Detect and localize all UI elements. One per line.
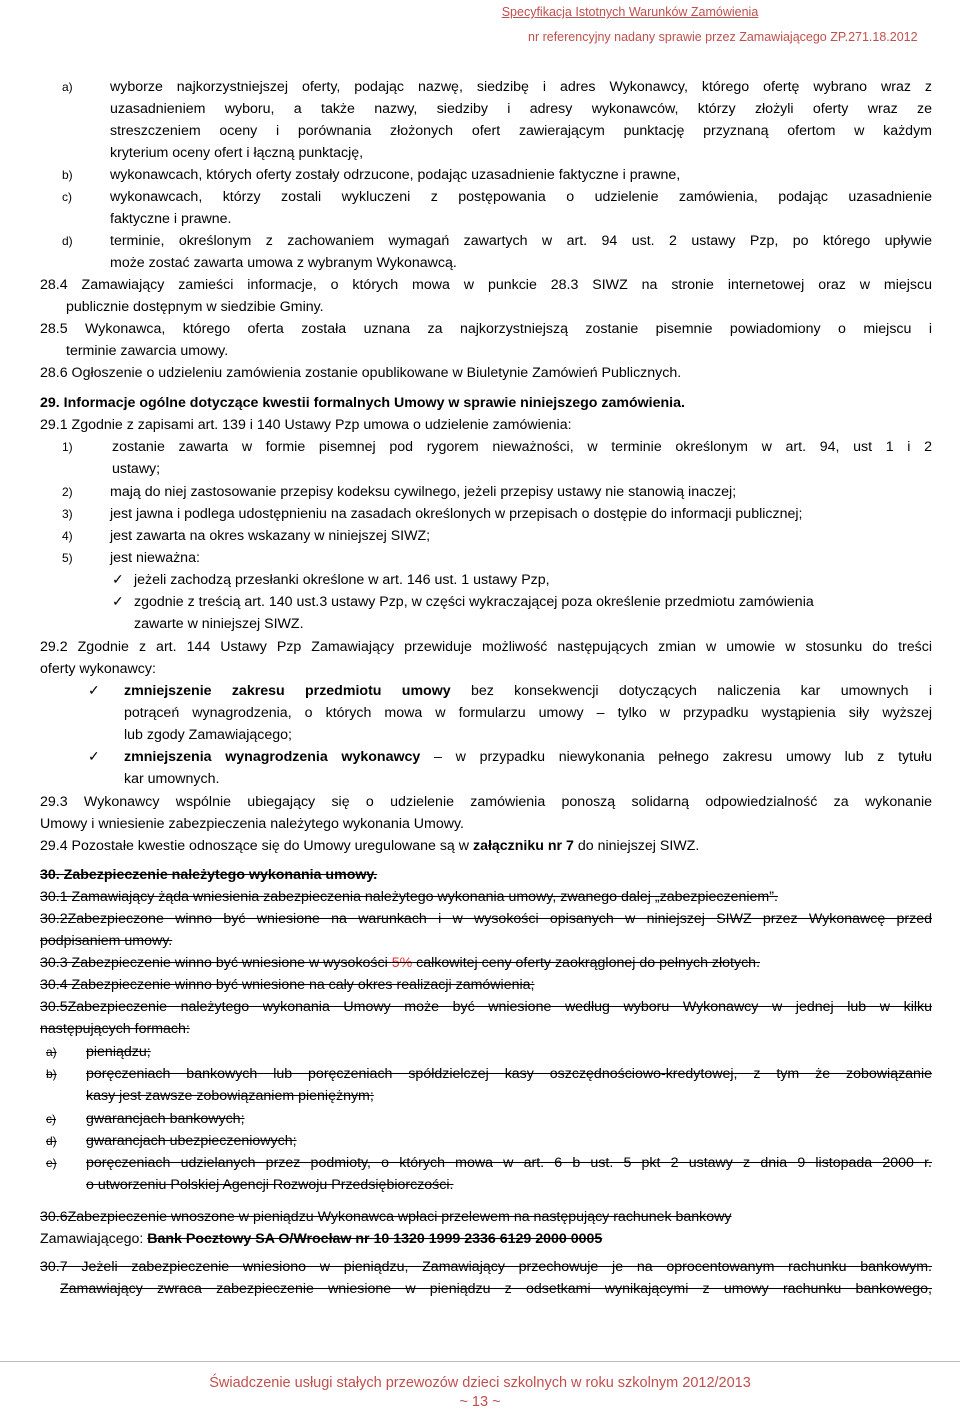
- list-marker: 4): [62, 529, 73, 543]
- list-item-text: mają do niej zastosowanie przepisy kodeksu cywilnego, jeżeli przepisy ustawy nie stanowią inaczej;: [110, 484, 737, 500]
- footer-divider: [0, 1361, 960, 1362]
- form-item-text: pieniądzu;: [86, 1044, 151, 1060]
- list-marker: b): [62, 168, 73, 182]
- paragraph-29-4: 29.4 Pozostałe kwestie odnoszące się do Umowy uregulowane są w załączniku nr 7 do niniejszej SIWZ.: [40, 838, 700, 854]
- paragraph-30-4: 30.4 Zabezpieczenie winno być wniesione na cały okres realizacji zamówienia;: [40, 977, 535, 993]
- paragraph-29-2-cont: oferty wykonawcy:: [40, 661, 156, 677]
- footer-title: Świadczenie usługi stałych przewozów dzieci szkolnych w roku szkolnym 2012/2013: [209, 1375, 751, 1391]
- paragraph-30-5: 30.5Zabezpieczenie należytego wykonania Umowy może być wniesione według wyboru Wykonawcy w jednej lub w kilku: [40, 999, 932, 1015]
- paragraph-30-7-cont: Zamawiający zwraca zabezpieczenie wniesione w pieniądzu z odsetkami wynikającymi z umowy rachunku bankowego,: [60, 1281, 932, 1297]
- change-item-2-cont: kar umownych.: [124, 771, 220, 787]
- list-item-text: jest jawna i podlega udostępnieniu na zasadach określonych w przepisach o dostępie do informacji publicznej;: [110, 506, 803, 522]
- form-item-text: gwarancjach bankowych;: [86, 1111, 245, 1127]
- list-item-text: streszczeniem oceny i porównania złożonych ofert zawierającym punktację przyznaną ofertom w każdym: [110, 123, 932, 139]
- paragraph-29-3: 29.3 Wykonawcy wspólnie ubiegający się o udzielenie zamówienia ponoszą solidarną odpowiedzialność za wykonanie: [40, 794, 932, 810]
- paragraph-28-4: 28.4 Zamawiający zamieści informacje, o których mowa w punkcie 28.3 SIWZ na stronie internetowej oraz w miejscu: [40, 277, 932, 293]
- list-marker: 2): [62, 485, 73, 499]
- list-item-text: jest zawarta na okres wskazany w niniejszej SIWZ;: [110, 528, 431, 544]
- paragraph-30-3: 30.3 Zabezpieczenie winno być wniesione w wysokości 5% całkowitej ceny oferty zaokrąglonej do pełnych złotych.: [40, 955, 761, 971]
- section-30-title: 30. Zabezpieczenie należytego wykonania umowy.: [40, 867, 378, 883]
- list-marker: e): [46, 1156, 57, 1170]
- bank-account: Bank Pocztowy SA O/Wrocław nr 10 1320 1999 2336 6129 2000 0005: [147, 1231, 603, 1247]
- change-item-1: zmniejszenie zakresu przedmiotu umowy bez konsekwencji dotyczących naliczenia kar umownych i: [124, 683, 932, 699]
- list-item-text: może zostać zawarta umowa z wybranym Wykonawcą.: [110, 255, 457, 271]
- paragraph-28-5: 28.5 Wykonawca, którego oferta została uznana za najkorzystniejszą zostanie pisemnie powiadomiony o miejscu i: [40, 321, 932, 337]
- list-marker: a): [46, 1045, 57, 1059]
- check-icon: ✓: [112, 594, 124, 610]
- header-reference: nr referencyjny nadany sprawie przez Zamawiającego ZP.271.18.2012: [528, 30, 918, 44]
- list-marker: c): [62, 190, 72, 204]
- check-icon: ✓: [112, 572, 124, 588]
- change-item-1-cont: potrąceń wynagrodzenia, o których mowa w formularzu umowy – tylko w przypadku wystąpienia siły wyższej: [124, 705, 932, 721]
- paragraph-30-7: 30.7 Jeżeli zabezpieczenie wniesiono w pieniądzu, Zamawiający przechowuje je na oprocentowanym rachunku bankowym.: [40, 1259, 932, 1275]
- list-marker: 5): [62, 551, 73, 565]
- paragraph-29-1: 29.1 Zgodnie z zapisami art. 139 i 140 Ustawy Pzp umowa o udzielenie zamówienia:: [40, 417, 572, 433]
- percent-value: 5%: [391, 955, 413, 971]
- paragraph-30-2-cont: podpisaniem umowy.: [40, 933, 173, 949]
- paragraph-28-4-cont: publicznie dostępnym w siedzibie Gminy.: [66, 299, 324, 315]
- reference-number: ZP.271.18.2012: [830, 30, 918, 44]
- list-item-text: wyborze najkorzystniejszej oferty, podając nazwę, siedzibę i adres Wykonawcy, którego ofertę wybrano wraz z: [110, 79, 932, 95]
- change-item-2: zmniejszenia wynagrodzenia wykonawcy – w przypadku niewykonania pełnego zakresu umowy lub z tytułu: [124, 749, 933, 765]
- list-item-text: uzasadnieniem wyboru, a także nazwy, siedziby i adresy wykonawców, którzy złożyli oferty wraz ze: [110, 101, 932, 117]
- list-item-text: jest nieważna:: [110, 550, 200, 566]
- list-marker: d): [46, 1134, 57, 1148]
- list-marker: 1): [62, 440, 73, 454]
- section-29-title: 29. Informacje ogólne dotyczące kwestii formalnych Umowy w sprawie niniejszego zamówienia.: [40, 395, 685, 411]
- list-item-text: faktyczne i prawne.: [110, 211, 232, 227]
- sub-item-text: jeżeli zachodzą przesłanki określone w art. 146 ust. 1 ustawy Pzp,: [134, 572, 550, 588]
- page-number: ~ 13 ~: [459, 1394, 501, 1410]
- paragraph-28-6: 28.6 Ogłoszenie o udzieleniu zamówienia zostanie opublikowane w Biuletynie Zamówień Publicznych.: [40, 365, 682, 381]
- sub-item-text: zgodnie z treścią art. 140 ust.3 ustawy Pzp, w części wykraczającej poza określenie przedmiotu zamówienia: [134, 594, 814, 610]
- sub-item-text: zawarte w niniejszej SIWZ.: [134, 616, 304, 632]
- list-marker: a): [62, 80, 73, 94]
- form-item-text: o utworzeniu Polskiej Agencji Rozwoju Przedsiębiorczości.: [86, 1177, 454, 1193]
- paragraph-28-5-cont: terminie zawarcia umowy.: [66, 343, 229, 359]
- paragraph-29-2: 29.2 Zgodnie z art. 144 Ustawy Pzp Zamawiający przewiduje możliwość następujących zmian w umowie w stosunku do treści: [40, 639, 932, 655]
- form-item-text: gwarancjach ubezpieczeniowych;: [86, 1133, 297, 1149]
- check-icon: ✓: [88, 683, 100, 699]
- paragraph-30-1: 30.1 Zamawiający żąda wniesienia zabezpieczenia należytego wykonania umowy, zwanego dalej „zabezpieczeniem”.: [40, 889, 778, 905]
- header-spec-title: Specyfikacja Istotnych Warunków Zamówienia: [501, 5, 759, 19]
- check-icon: ✓: [88, 749, 100, 765]
- list-marker: d): [62, 234, 73, 248]
- list-marker: 3): [62, 507, 73, 521]
- change-item-1-cont: lub zgody Zamawiającego;: [124, 727, 292, 743]
- form-item-text: poręczeniach bankowych lub poręczeniach spółdzielczej kasy oszczędnościowo-kredytowej, z tym że zobowiązanie: [86, 1066, 932, 1082]
- form-item-text: kasy jest zawsze zobowiązaniem pieniężnym;: [86, 1088, 374, 1104]
- paragraph-30-5-cont: następujących formach:: [40, 1021, 190, 1037]
- list-item-text: wykonawcach, których oferty zostały odrzucone, podając uzasadnienie faktyczne i prawne,: [110, 167, 681, 183]
- list-marker: c): [46, 1112, 56, 1126]
- paragraph-30-6-cont: Zamawiającego: Bank Pocztowy SA O/Wrocław nr 10 1320 1999 2336 6129 2000 0005: [40, 1231, 603, 1247]
- list-item-text: wykonawcach, którzy zostali wykluczeni z postępowania o udzielenie zamówienia, podając uzasadnienie: [110, 189, 932, 205]
- paragraph-29-3-cont: Umowy i wniesienie zabezpieczenia należytego wykonania Umowy.: [40, 816, 464, 832]
- paragraph-30-2: 30.2Zabezpieczone winno być wniesione na warunkach i w wysokości opisanych w niniejszej SIWZ przez Wykonawcę przed: [40, 911, 932, 927]
- paragraph-30-6: 30.6Zabezpieczenie wnoszone w pieniądzu Wykonawca wpłaci przelewem na następujący rachunek bankowy: [40, 1209, 732, 1225]
- list-item-text: ustawy;: [112, 461, 161, 477]
- list-marker: b): [46, 1067, 57, 1081]
- list-item-text: terminie, określonym z zachowaniem wymagań zawartych w art. 94 ust. 2 ustawy Pzp, po którego upływie: [110, 233, 932, 249]
- form-item-text: poręczeniach udzielanych przez podmioty, o których mowa w art. 6 b ust. 5 pkt 2 ustawy z dnia 9 listopada 2000 r.: [86, 1155, 932, 1171]
- list-item-text: kryterium oceny ofert i łączną punktację,: [110, 145, 364, 161]
- list-item-text: zostanie zawarta w formie pisemnej pod rygorem nieważności, w terminie określonym w art. 94, ust 1 i 2: [112, 439, 932, 455]
